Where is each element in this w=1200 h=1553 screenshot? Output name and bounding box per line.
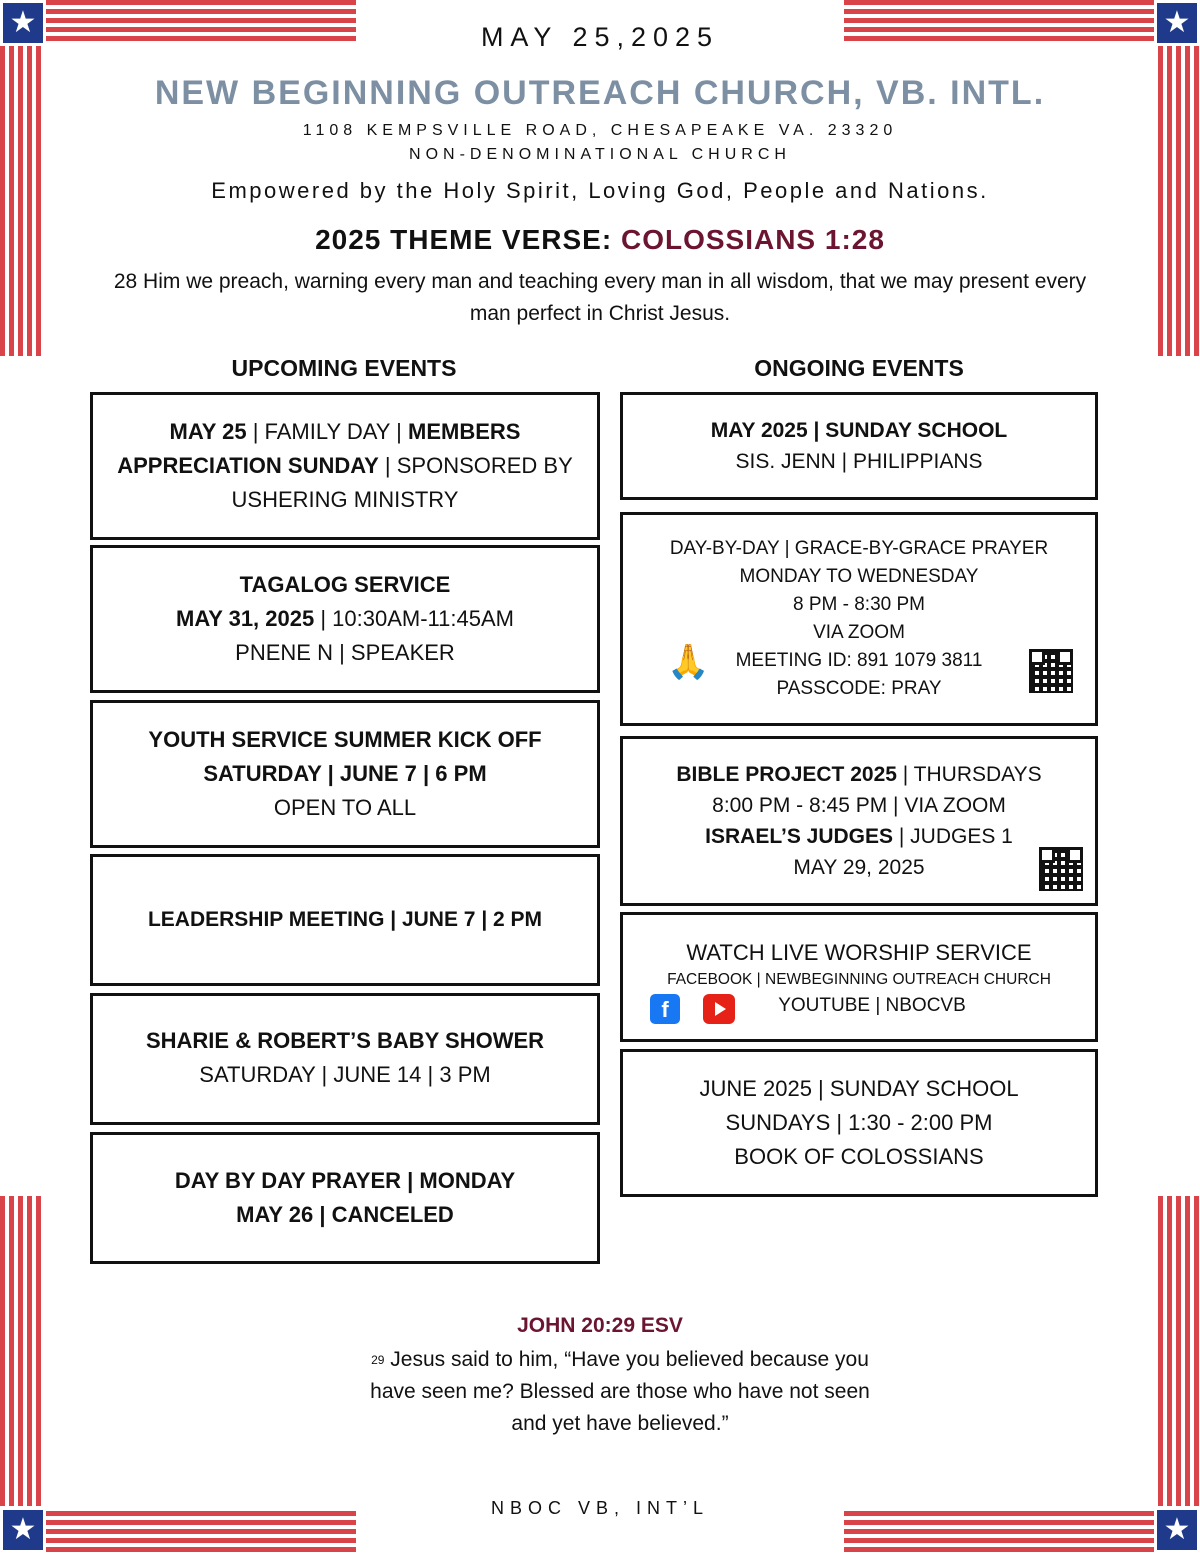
praying-hands-icon: 🙏 [667, 643, 710, 681]
event-prayer-canceled [90, 1132, 600, 1264]
youtube-link[interactable]: YOUTUBE | NBOCVB [778, 995, 966, 1016]
event-title: MAY 2025 | SUNDAY SCHOOL [710, 419, 1008, 442]
event-datetime: SATURDAY | JUNE 14 | 3 PM [199, 1062, 491, 1087]
event-title: SHARIE & ROBERT’S BABY SHOWER [145, 1028, 545, 1053]
closing-verse-text [360, 1344, 880, 1440]
ongoing-bible-project [620, 736, 1098, 906]
youtube-icon[interactable] [703, 994, 735, 1024]
event-title: WATCH LIVE WORSHIP SERVICE [686, 940, 1032, 965]
event-topic: BOOK OF COLOSSIANS [734, 1144, 984, 1169]
event-time: 8:00 PM - 8:45 PM | VIA ZOOM [712, 794, 1006, 817]
event-title: DAY-BY-DAY | GRACE-BY-GRACE PRAYER [669, 538, 1049, 559]
ongoing-prayer-zoom [620, 512, 1098, 726]
church-name: NEW BEGINNING OUTREACH CHURCH, VB. INTL. [154, 74, 1046, 112]
event-status: MAY 26 | CANCELED [236, 1202, 454, 1227]
event-topic: ISRAEL’S JUDGES [705, 825, 894, 848]
event-time: SUNDAYS | 1:30 - 2:00 PM [725, 1110, 993, 1135]
star-icon: ★ [1154, 0, 1200, 46]
event-tagalog-service [90, 545, 600, 693]
event-title-line [676, 759, 1041, 790]
facebook-icon[interactable]: f [650, 994, 680, 1024]
tagline: Empowered by the Holy Spirit, Loving God, People and Nations. [211, 178, 989, 203]
ongoing-watch-live [620, 912, 1098, 1042]
event-title: TAGALOG SERVICE [239, 572, 451, 597]
flag-stripes-bottom-right-v [1158, 1196, 1200, 1506]
theme-label: 2025 THEME VERSE: [315, 224, 613, 255]
upcoming-events-heading: UPCOMING EVENTS [231, 355, 457, 381]
meeting-id: MEETING ID: 891 1079 3811 [735, 650, 983, 671]
verse-body: Jesus said to him, “Have you believed because you have seen me? Blessed are those who have not seen and yet have believed.” [370, 1348, 870, 1435]
event-title: BIBLE PROJECT 2025 [676, 763, 897, 786]
flag-stripes-bottom-left-v [0, 1196, 42, 1506]
event-note: OPEN TO ALL [273, 795, 417, 820]
closing-verse-reference: JOHN 20:29 ESV [517, 1314, 683, 1337]
denomination: NON-DENOMINATIONAL CHURCH [409, 146, 791, 163]
event-days: MONDAY TO WEDNESDAY [739, 566, 979, 587]
ongoing-sunday-school-june [620, 1049, 1098, 1197]
event-subtitle: MEMBERS APPRECIATION SUNDAY [117, 419, 521, 478]
theme-verse-text: 28 Him we preach, warning every man and teaching every man in all wisdom, that we may present every man perfect in Christ Jesus. [113, 270, 1087, 325]
event-title: JUNE 2025 | SUNDAY SCHOOL [699, 1076, 1019, 1101]
theme-verse-heading [0, 224, 1200, 256]
event-sponsor: | SPONSORED BY USHERING MINISTRY [231, 453, 573, 512]
event-teacher: SIS. JENN | PHILIPPIANS [735, 450, 983, 473]
passcode: PASSCODE: PRAY [776, 678, 942, 699]
facebook-link[interactable]: FACEBOOK | NEWBEGINNING OUTREACH CHURCH [667, 971, 1051, 988]
event-title: | FAMILY DAY | [246, 419, 409, 444]
star-icon: ★ [0, 1507, 46, 1553]
event-time: 8 PM - 8:30 PM [793, 594, 925, 615]
event-platform: VIA ZOOM [813, 622, 905, 643]
event-family-day [90, 392, 600, 540]
event-date: MAY 25 [169, 419, 247, 444]
theme-reference: COLOSSIANS 1:28 [620, 224, 885, 255]
event-title: YOUTH SERVICE SUMMER KICK OFF [148, 727, 542, 752]
event-topic-line [705, 821, 1013, 852]
event-youth-service [90, 700, 600, 848]
church-address: 1108 KEMPSVILLE ROAD, CHESAPEAKE VA. 23320 [302, 122, 898, 139]
event-time-line [176, 602, 514, 636]
event-leadership-meeting [90, 854, 600, 986]
event-chapter: | JUDGES 1 [893, 825, 1013, 848]
event-title: LEADERSHIP MEETING | JUNE 7 | 2 PM [147, 908, 543, 931]
verse-number: 29 [371, 1353, 385, 1367]
event-speaker: PNENE N | SPEAKER [235, 640, 455, 665]
event-baby-shower [90, 993, 600, 1125]
event-date: MAY 31, 2025 [176, 606, 315, 631]
event-days: | THURSDAYS [896, 763, 1042, 786]
footer-text: NBOC VB, INT’L [490, 1498, 710, 1518]
event-date: MAY 29, 2025 [793, 856, 925, 879]
ongoing-sunday-school-may [620, 392, 1098, 500]
star-icon: ★ [0, 0, 46, 46]
bulletin-date: MAY 25,2025 [480, 22, 720, 52]
event-text [109, 415, 581, 517]
qr-code-icon[interactable] [1039, 847, 1083, 891]
star-icon: ★ [1154, 1507, 1200, 1553]
event-time: | 10:30AM-11:45AM [314, 606, 514, 631]
event-datetime: SATURDAY | JUNE 7 | 6 PM [203, 761, 487, 786]
qr-code-icon[interactable] [1029, 649, 1073, 693]
ongoing-events-heading: ONGOING EVENTS [754, 355, 964, 381]
event-title: DAY BY DAY PRAYER | MONDAY [174, 1168, 516, 1193]
